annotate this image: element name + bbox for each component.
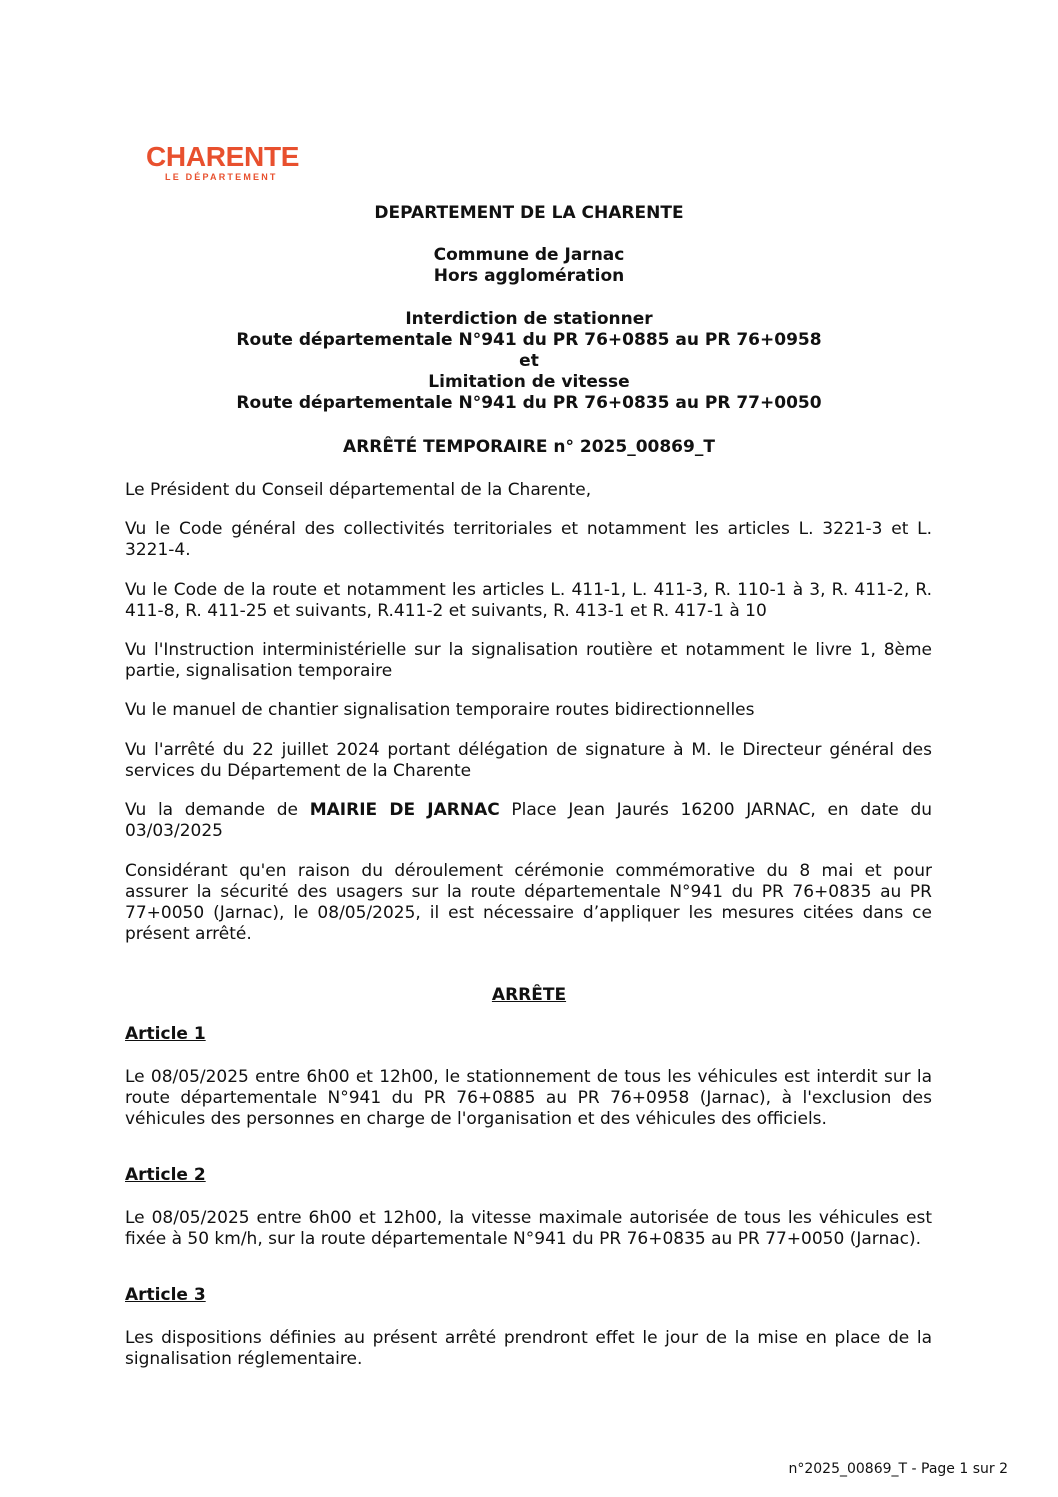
article-1-text: Le 08/05/2025 entre 6h00 et 12h00, le stationnement de tous les véhicules est interdit sur la route départementale N°941 du PR 76+0885 au PR 76+0958 (Jarnac), à l'exclusion des véhicules des personnes en charge de l'organisation et des véhicules des officiels. (125, 1067, 932, 1129)
article-3-text: Les dispositions définies au présent arrêté prendront effet le jour de la mise en place de la signalisation réglementaire. (125, 1328, 932, 1369)
department-heading (125, 203, 933, 224)
charente-logo (146, 142, 306, 182)
article-2-text: Le 08/05/2025 entre 6h00 et 12h00, la vitesse maximale autorisée de tous les véhicules est fixée à 50 km/h, sur la route départementale N°941 du PR 76+0835 au PR 77+0050 (Jarnac). (125, 1208, 932, 1249)
article-2-title: Article 2 (125, 1165, 206, 1185)
demande-suffix: Place Jean Jaurés 16200 JARNAC, en date du 03/03/2025 (125, 800, 933, 841)
subject-line: et (519, 351, 539, 371)
president-line: Le Président du Conseil départemental de la Charente, (125, 480, 592, 500)
vu-instruction: Vu l'Instruction interministérielle sur la signalisation routière et notamment le livre 1, 8ème partie, signalisation temporaire (125, 640, 932, 681)
decision-title: ARRÊTE (491, 985, 567, 1005)
logo-subtitle: LE DÉPARTEMENT (165, 172, 278, 182)
zone-label: Hors agglomération (433, 266, 625, 286)
subject-line: Route départementale N°941 du PR 76+0885 au PR 76+0958 (236, 330, 822, 350)
demande-prefix: Vu la demande de (125, 800, 310, 820)
considerant: Considérant qu'en raison du déroulement cérémonie commémorative du 8 mai et pour assurer la sécurité des usagers sur la route départementale N°941 du PR 76+0835 au PR 77+0050 (Jarnac), le 08/05/2025, il est nécessaire d’appliquer les mesures citées dans ce présent arrêté. (125, 861, 932, 944)
vu-code-route: Vu le Code de la route et notamment les articles L. 411-1, L. 411-3, R. 110-1 à 3, R. 411-2, R. 411-8, R. 411-25 et suivants, R.411-2 et suivants, R. 413-1 et R. 417-1 à 10 (125, 580, 932, 621)
article-1-title: Article 1 (125, 1024, 206, 1044)
subject-line: Limitation de vitesse (428, 372, 630, 392)
page-footer: n°2025_00869_T - Page 1 sur 2 (788, 1461, 1008, 1477)
vu-cgct: Vu le Code général des collectivités territoriales et notamment les articles L. 3221-3 et L. 3221-4. (125, 519, 932, 560)
article-3-title: Article 3 (125, 1285, 206, 1305)
vu-manuel: Vu le manuel de chantier signalisation temporaire routes bidirectionnelles (125, 700, 755, 720)
arrete-number-block (125, 437, 933, 458)
subject-line: Interdiction de stationner (405, 309, 653, 329)
arrete-number: ARRÊTÉ TEMPORAIRE n° 2025_00869_T (343, 437, 715, 457)
subject-block (125, 309, 933, 414)
demande-name: MAIRIE DE JARNAC (309, 800, 500, 820)
department-name: DEPARTEMENT DE LA CHARENTE (374, 203, 684, 223)
logo-wordmark: CHARENTE (146, 141, 300, 172)
commune-block (125, 245, 933, 287)
vu-demande (125, 800, 932, 842)
commune-name: Commune de Jarnac (433, 245, 625, 265)
vu-arrete-delegation: Vu l'arrêté du 22 juillet 2024 portant délégation de signature à M. le Directeur général des services du Département de la Charente (125, 740, 932, 781)
subject-line: Route départementale N°941 du PR 76+0835 au PR 77+0050 (236, 393, 822, 413)
decision-heading (125, 985, 933, 1006)
